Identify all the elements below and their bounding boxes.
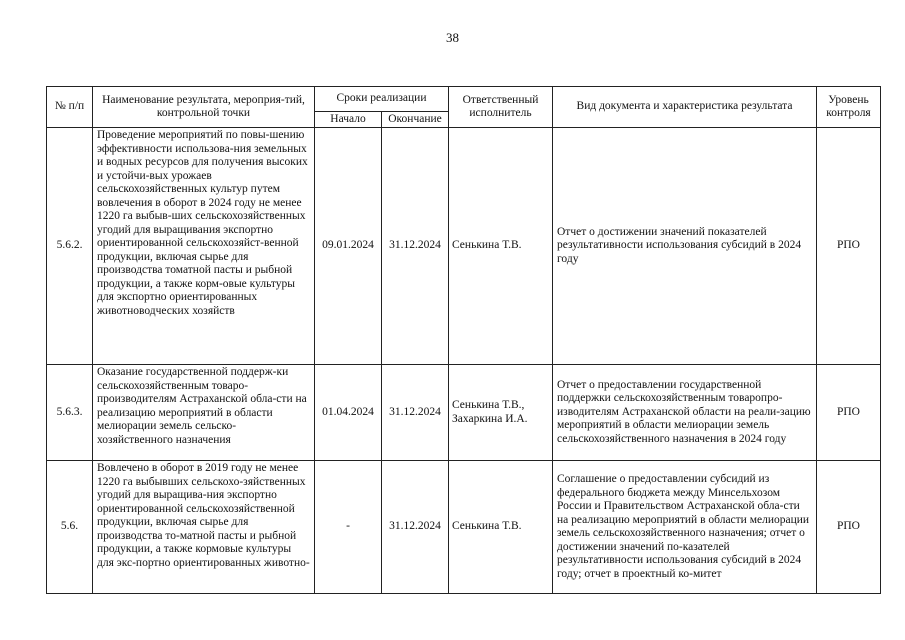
row-num: 5.6.3. bbox=[47, 365, 93, 461]
row-start: 01.04.2024 bbox=[315, 365, 382, 461]
header-end: Окончание bbox=[382, 112, 449, 128]
row-start: - bbox=[315, 461, 382, 594]
row-end: 31.12.2024 bbox=[382, 128, 449, 365]
header-name: Наименование результата, мероприя-тий, контрольной точки bbox=[93, 87, 315, 128]
row-end: 31.12.2024 bbox=[382, 461, 449, 594]
row-name: Проведение мероприятий по повы-шению эффективности использова-ния земельных и водных ресурсов для получения высоких и устойчи-вых урожаев сельскохозяйственных культур путем вовлечения в оборот в 2024 году не менее 1220 га выбыв-ших сельскохозяйственных угодий для выращивания экспортно ориентированной сельскохозяйст-венной продукции, включая сырье для производства томатной пасты и рыбной продукции, а также корм-овые культуры для экспортно ориентированных животноводческих хозяйств bbox=[93, 128, 315, 365]
header-start: Начало bbox=[315, 112, 382, 128]
row-num: 5.6. bbox=[47, 461, 93, 594]
results-table bbox=[46, 86, 881, 594]
row-responsible: Сенькина Т.В. bbox=[449, 128, 553, 365]
row-end: 31.12.2024 bbox=[382, 365, 449, 461]
row-name: Оказание государственной поддерж-ки сельскохозяйственным товаро-производителям Астраханской обла-сти на реализацию мероприятий в области мелиорации земель сельско-хозяйственного назначения bbox=[93, 365, 315, 461]
header-document: Вид документа и характеристика результата bbox=[553, 87, 817, 128]
row-name-text: Вовлечено в оборот в 2019 году не менее 1220 га выбывших сельскохо-зяйственных угодий для выращива-ния экспортно ориентированной сельскохозяйственной продукции, включая сырье для производства то-матной пасты и рыбной продукции, а также кормовые культуры для экс-портно ориентированных животно- bbox=[97, 462, 310, 569]
header-responsible: Ответственный исполнитель bbox=[449, 87, 553, 128]
row-document: Соглашение о предоставлении субсидий из федерального бюджета между Минсельхозом России и Правительством Астраханской обла-сти на реализацию мероприятий в области мелиорации земель сельскохозяйственного назначения; отчет о достижении значений по-казателей результативности использования субсидий в 2024 году; отчет в проектный ко-митет bbox=[553, 461, 817, 594]
row-document: Отчет о достижении значений показателей результативности использования субсидий в 2024 году bbox=[553, 128, 817, 365]
row-document: Отчет о предоставлении государственной поддержки сельскохозяйственным товаропро-изводителям Астраханской области на реали-зацию мероприятий в области мелиорации земель сельскохозяйственного назначения в 2024 году bbox=[553, 365, 817, 461]
row-name bbox=[93, 461, 315, 594]
row-responsible: Сенькина Т.В., Захаркина И.А. bbox=[449, 365, 553, 461]
page-number: 38 bbox=[446, 30, 459, 45]
table-row bbox=[47, 365, 881, 461]
row-num: 5.6.2. bbox=[47, 128, 93, 365]
header-level: Уровень контроля bbox=[817, 87, 881, 128]
row-start: 09.01.2024 bbox=[315, 128, 382, 365]
row-level: РПО bbox=[817, 365, 881, 461]
row-level: РПО bbox=[817, 128, 881, 365]
header-num: № п/п bbox=[47, 87, 93, 128]
row-level: РПО bbox=[817, 461, 881, 594]
table-row bbox=[47, 461, 881, 594]
header-terms: Сроки реализации bbox=[315, 87, 449, 112]
header-row bbox=[47, 87, 881, 112]
row-responsible: Сенькина Т.В. bbox=[449, 461, 553, 594]
table-row bbox=[47, 128, 881, 365]
